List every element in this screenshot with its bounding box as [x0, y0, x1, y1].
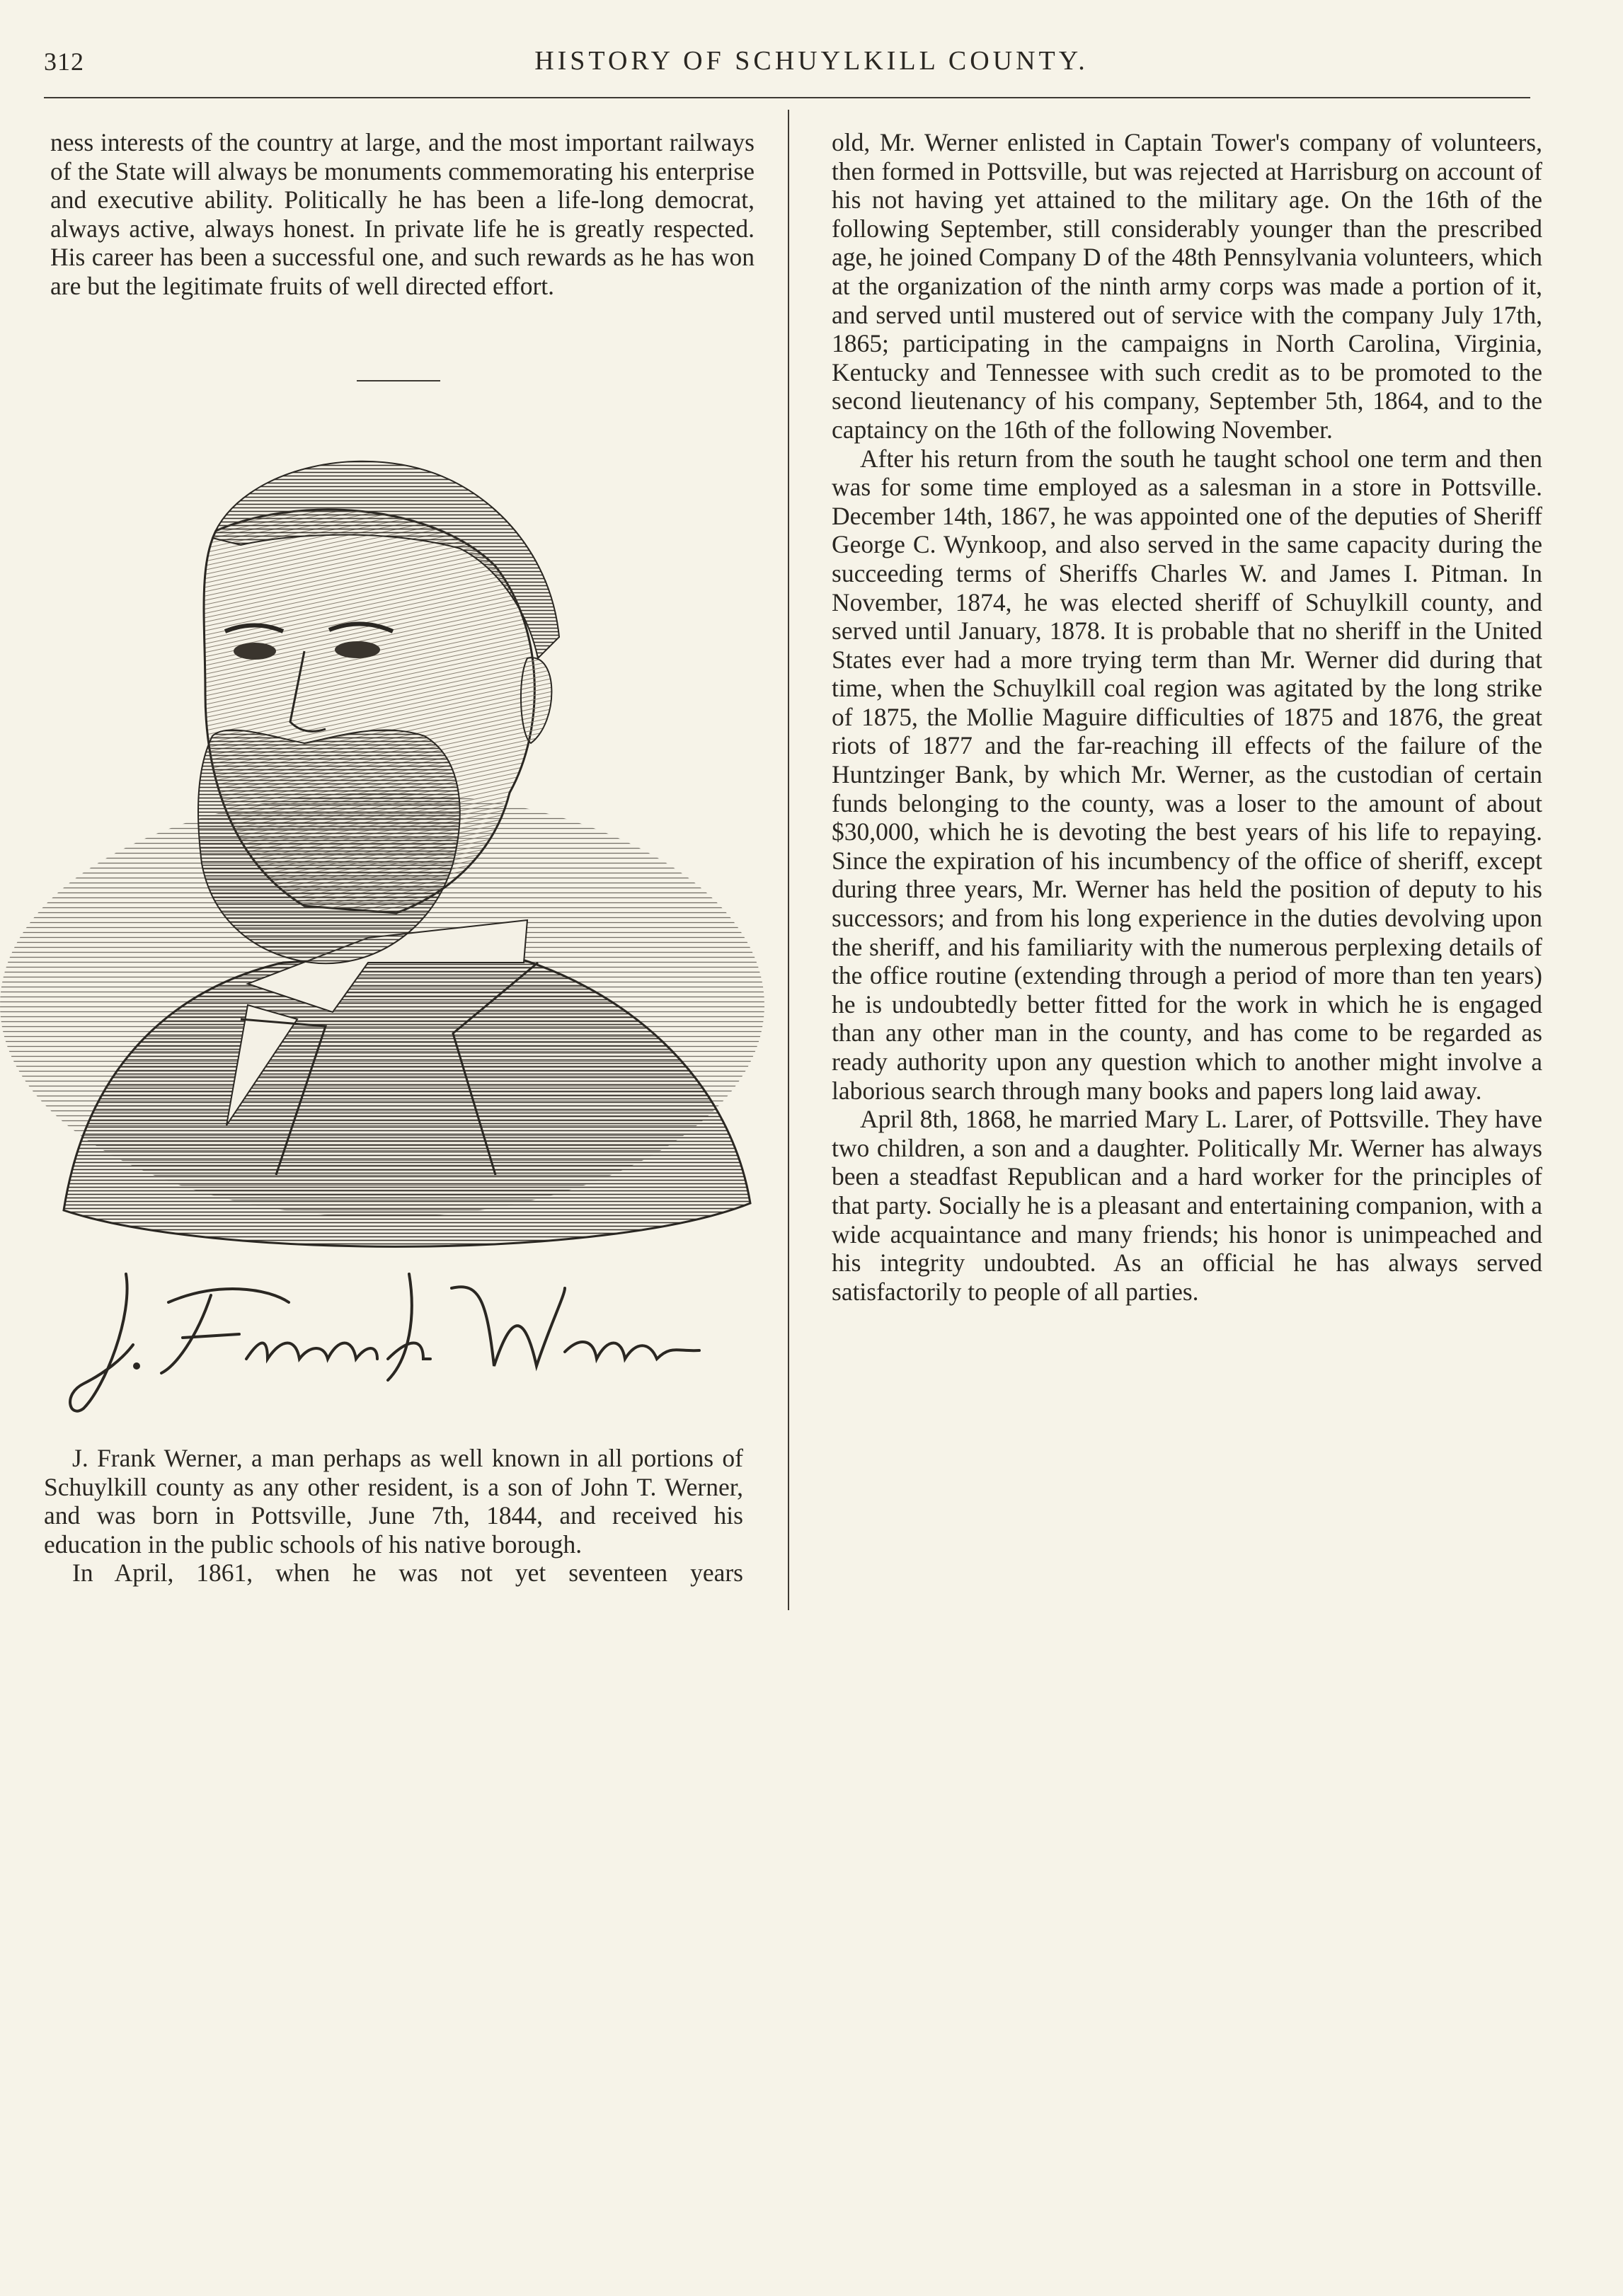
left-column-bottom — [44, 1444, 743, 1588]
paragraph-sheriff-career: After his return from the south he taught school one term and then was for some time employed as a salesman in a store in Pottsville. December 14th, 1867, he was appointed one of the deputies of Sheriff George C. Wynkoop, and also served in the same capacity during the succeeding terms of Sheriffs Charles W. and James I. Pitman. In November, 1874, he was elected sheriff of Schuylkill county, and served until January, 1878. It is probable that no sheriff in the United States ever had a more trying term than Mr. Werner did during that time, when the Schuylkill coal region was agitated by the long strike of 1875, the Mollie Maguire difficulties of 1875 and 1876, the great riots of 1877 and the far-reaching ill effects of the failure of the Huntzinger Bank, by which Mr. Werner, as the custodian of certain funds belonging to the county, was a loser to the amount of about $30,000, which he is devoting the best years of his life to repaying. Since the expiration of his incumbency of the office of sheriff, except during three years, Mr. Werner has held the position of deputy to his successors; and from his long experience in the duties devolving upon the sheriff, and his familiarity with the numerous perplexing details of the office routine (extending through a period of more than ten years) he is undoubtedly better fitted for the work in which he is engaged than any other man in the county, and has come to be regarded as ready authority upon any question which to another might involve a laborious search through many books and papers long laid away. — [832, 444, 1542, 1105]
header-rule — [44, 97, 1530, 98]
ear — [521, 658, 551, 743]
paragraph-military-service: old, Mr. Werner enlisted in Captain Tower's company of volunteers, then formed in Pottsville, but was rejected at Harrisburg on account of his not having yet attained to the military age. On the 16th of the following September, still considerably younger than the prescribed age, he joined Company D of the 48th Pennsylvania volunteers, which at the organization of the ninth army corps was made a portion of it, and served until mustered out of service with the company July 17th, 1865; participating in the campaigns in North Carolina, Virginia, Kentucky and Tennessee with such credit as to be promoted to the second lieutenancy of his company, September 5th, 1864, and to the captaincy on the 16th of the following November. — [832, 128, 1542, 444]
paragraph-biography-intro: J. Frank Werner, a man perhaps as well known in all portions of Schuylkill county as any other resident, is a son of John T. Werner, and was born in Pottsville, June 7th, 1844, and received his education in the public schools of his native borough. — [44, 1444, 743, 1559]
portrait-engraving — [0, 425, 764, 1260]
paragraph-biography-military-start: In April, 1861, when he was not yet seventeen years — [72, 1559, 743, 1588]
section-rule — [357, 380, 440, 381]
signature — [55, 1260, 721, 1423]
left-eye — [234, 643, 276, 660]
right-eye — [335, 641, 380, 658]
running-head: HISTORY OF SCHUYLKILL COUNTY. — [534, 46, 1089, 76]
left-column-top — [50, 128, 755, 301]
paragraph-continuation: ness interests of the country at large, and the most important railways of the State will always be monuments commemorating his enterprise and executive ability. Politically he has been a life-long democrat, always active, always honest. In private life he is greatly respected. His career has been a successful one, and such rewards as he has won are but the legitimate fruits of well directed effort. — [50, 128, 755, 300]
right-column — [832, 128, 1542, 1306]
page-number: 312 — [44, 47, 84, 76]
paragraph-family: April 8th, 1868, he married Mary L. Larer, of Pottsville. They have two children, a son and a daughter. Politically Mr. Werner has always been a steadfast Republican and a hard worker for the principles of that party. Socially he is a pleasant and entertaining companion, with a wide acquaintance and many friends; his honor is unimpeached and his integrity undoubted. As an official he has always served satisfactorily to people of all parties. — [832, 1105, 1542, 1306]
column-divider — [788, 110, 789, 1610]
